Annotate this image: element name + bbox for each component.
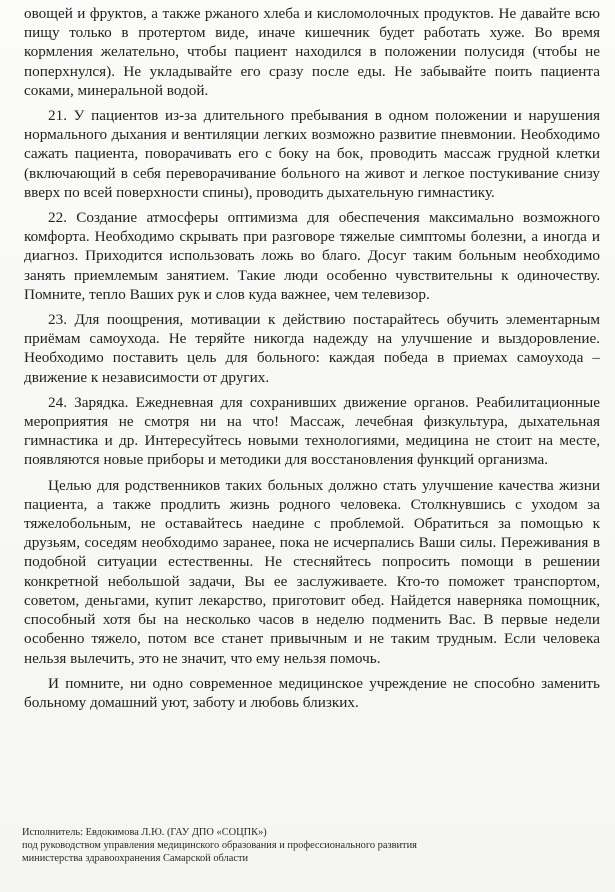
document-body (24, 4, 600, 718)
footer-supervision: под руководством управления медицинского образования и профессионального развития (22, 840, 417, 851)
paragraph-23: 23. Для поощрения, мотивации к действию постарайтесь обучить элементарным приёмам самоухода. Не теряйте никогда надежду на улучшение и выздоровление. Необходимо поставить цель для больного: каждая победа в приемах самоухода – движение к независимости от других. (24, 311, 600, 386)
paragraph-relatives: Целью для родственников таких больных должно стать улучшение качества жизни пациента, а также продлить жизнь родного человека. Столкнувшись с уходом за тяжелобольным, не оставайтесь наедине с проблемой. Обратиться за помощью к друзьям, соседям необходимо заранее, пока не исчерпались Ваши силы. Переживания в подобной ситуации естественны. Не стесняйтесь попросить помощи в решении конкретной небольшой задачи, Вы ее заслуживаете. Кто-то поможет транспортом, советом, деньгами, купит лекарство, приготовит обед. Найдется наверняка помощник, способный хотя бы на несколько часов в неделю подменить Вас. В первые недели особенно тяжело, потом все станет привычным и не таким трудным. Если человека нельзя вылечить, это не значит, что ему нельзя помочь. (24, 476, 600, 667)
paragraph-22: 22. Создание атмосферы оптимизма для обеспечения максимально возможного комфорта. Необходимо скрывать при разговоре тяжелые симптомы болезни, а иногда и диагноз. Приходится использовать ложь во благо. Досуг таким больным необходимо занять приемлемым занятием. Такие люди особенно чувствительны к одиночеству. Помните, тепло Ваших рук и слов куда важнее, чем телевизор. (24, 209, 600, 303)
paragraph-21: 21. У пациентов из-за длительного пребывания в одном положении и нарушения нормального дыхания и вентиляции легких возможно развитие пневмонии. Необходимо сажать пациента, поворачивать его с боку на бок, проводить массаж грудной клетки (включающий в себя переворачивание больного на живот и легкое постукивание снизу вверх по всей поверхности спины), проводить дыхательную гимнастику. (24, 107, 600, 201)
paragraph-24: 24. Зарядка. Ежедневная для сохранивших движение органов. Реабилитационные мероприятия не смотря ни на что! Массаж, лечебная физкультура, дыхательная гимнастика и др. Интересуйтесь новыми технологиями, медицина не стоит на месте, появляются новые приборы и методики для восстановления функций организма. (24, 393, 600, 469)
paragraph-diet: овощей и фруктов, а также ржаного хлеба и кисломолочных продуктов. Не давайте всю пищу только в протертом виде, иначе кишечник будет работать хуже. Во время кормления желательно, чтобы пациент находился в положении полусидя (чтобы не поперхнулся). Не укладывайте его сразу после еды. Не забывайте поить пациента соками, минеральной водой. (24, 5, 600, 99)
paragraph-closing: И помните, ни одно современное медицинское учреждение не способно заменить больному домашний уют, заботу и любовь близких. (24, 674, 600, 711)
document-footer (22, 826, 602, 865)
footer-ministry: министерства здравоохранения Самарской области (22, 853, 249, 864)
footer-author: Исполнитель: Евдокимова Л.Ю. (ГАУ ДПО «СОЦПК») (22, 827, 267, 838)
